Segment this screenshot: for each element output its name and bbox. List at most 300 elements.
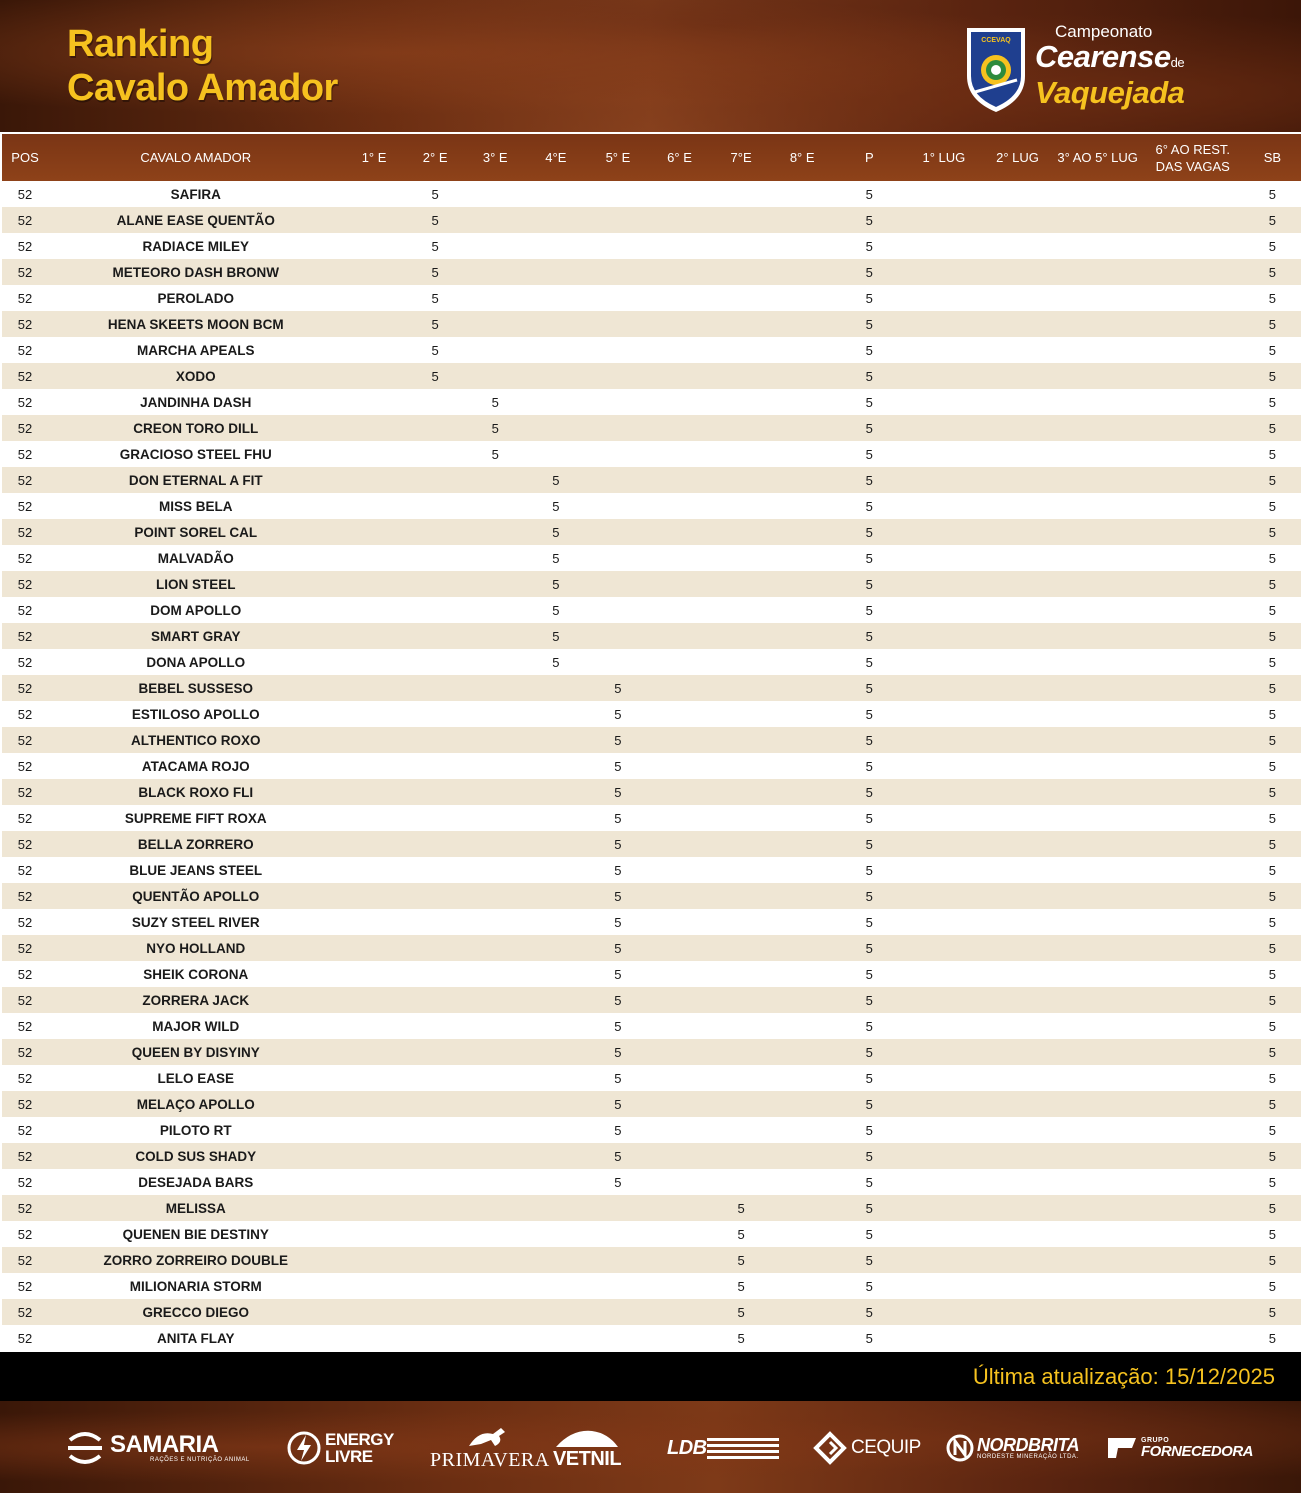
cell-lug3_5 — [1054, 519, 1142, 545]
cell-e4 — [525, 1195, 587, 1221]
cell-e6 — [649, 1325, 710, 1351]
cell-sb: 5 — [1268, 1044, 1277, 1060]
cell-p: 5 — [865, 264, 873, 280]
cell-e5 — [587, 649, 649, 675]
cell-e3 — [466, 597, 525, 623]
cell-p: 5 — [865, 628, 873, 644]
cell-lug1 — [906, 1169, 981, 1195]
cell-lug3_5 — [1054, 1195, 1142, 1221]
cell-e8 — [772, 675, 832, 701]
cell-e7 — [710, 883, 772, 909]
brand-line-2 — [1035, 39, 1185, 78]
cell-lug2 — [981, 1013, 1053, 1039]
cell-sb: 5 — [1268, 706, 1277, 722]
cell-lug1 — [906, 1273, 981, 1299]
cell-p: 5 — [865, 654, 873, 670]
cell-e4 — [525, 259, 587, 285]
cell-lug2 — [981, 1273, 1053, 1299]
cell-e6 — [649, 831, 710, 857]
cell-e6 — [649, 181, 710, 207]
column-header: 3° E — [482, 150, 508, 165]
cell-lug2 — [981, 623, 1053, 649]
table-row — [2, 805, 1301, 831]
cell-lug3_5 — [1054, 467, 1142, 493]
cell-e7 — [710, 207, 772, 233]
ranking-table — [2, 134, 1301, 1351]
cell-p: 5 — [865, 966, 873, 982]
cell-lug6 — [1142, 909, 1244, 935]
cell-e6 — [649, 519, 710, 545]
table-row — [2, 415, 1301, 441]
cell-e4: 5 — [552, 524, 560, 540]
cell-e2 — [405, 415, 466, 441]
cell-e1 — [344, 207, 405, 233]
cell-lug3_5 — [1054, 831, 1142, 857]
cell-e1 — [344, 987, 405, 1013]
cell-lug1 — [906, 467, 981, 493]
column-header: 1° LUG — [922, 150, 966, 165]
cell-lug1 — [906, 857, 981, 883]
cell-lug2 — [981, 961, 1053, 987]
table-row — [2, 1299, 1301, 1325]
cell-lug3_5 — [1054, 909, 1142, 935]
cell-lug1 — [906, 935, 981, 961]
cell-e8 — [772, 415, 832, 441]
cell-name: MELISSA — [165, 1200, 226, 1216]
cell-e4 — [525, 1299, 587, 1325]
cell-e8 — [772, 1273, 832, 1299]
cell-e7 — [710, 909, 772, 935]
cell-name: MALVADÃO — [157, 550, 234, 566]
cell-lug6 — [1142, 233, 1244, 259]
cell-lug6 — [1142, 935, 1244, 961]
cell-e4 — [525, 805, 587, 831]
cell-e2 — [405, 545, 466, 571]
cell-lug1 — [906, 649, 981, 675]
cell-e2 — [405, 1091, 466, 1117]
cell-e1 — [344, 545, 405, 571]
cell-e6 — [649, 259, 710, 285]
cell-lug6 — [1142, 961, 1244, 987]
cell-sb: 5 — [1268, 472, 1277, 488]
fornecedora-logo-icon — [1106, 1434, 1138, 1462]
cell-e6 — [649, 1221, 710, 1247]
cell-e3: 5 — [491, 446, 499, 462]
cell-p: 5 — [865, 1096, 873, 1112]
cell-pos: 52 — [17, 420, 33, 436]
cell-name: BLACK ROXO FLI — [138, 784, 254, 800]
table-row — [2, 649, 1301, 675]
cell-e5 — [587, 311, 649, 337]
cell-e2 — [405, 1065, 466, 1091]
cell-e5 — [587, 1247, 649, 1273]
cell-lug3_5 — [1054, 1039, 1142, 1065]
cell-e2: 5 — [431, 368, 439, 384]
cell-lug3_5 — [1054, 1117, 1142, 1143]
cell-e8 — [772, 935, 832, 961]
cell-sb: 5 — [1268, 368, 1277, 384]
cell-e7: 5 — [737, 1200, 745, 1216]
cell-e6 — [649, 649, 710, 675]
cell-e1 — [344, 415, 405, 441]
cell-e2 — [405, 1013, 466, 1039]
table-body — [2, 181, 1301, 1351]
cell-e5 — [587, 441, 649, 467]
cell-e6 — [649, 441, 710, 467]
table-row — [2, 181, 1301, 207]
cell-e7 — [710, 571, 772, 597]
cell-e2: 5 — [431, 212, 439, 228]
stripes-icon — [707, 1436, 779, 1460]
cell-e1 — [344, 1143, 405, 1169]
cell-e4: 5 — [552, 550, 560, 566]
cell-e3 — [466, 311, 525, 337]
cell-sb: 5 — [1268, 1096, 1277, 1112]
cell-lug1 — [906, 441, 981, 467]
cell-lug2 — [981, 1169, 1053, 1195]
cell-lug6 — [1142, 467, 1244, 493]
championship-logo — [963, 22, 1223, 114]
horse-head-icon — [552, 1427, 622, 1449]
cell-e8 — [772, 831, 832, 857]
cell-e4: 5 — [552, 498, 560, 514]
cell-e4 — [525, 675, 587, 701]
table-row — [2, 389, 1301, 415]
cell-e5: 5 — [614, 680, 622, 696]
column-header: POS — [11, 150, 39, 165]
cell-e5: 5 — [614, 1174, 622, 1190]
cell-pos: 52 — [17, 836, 33, 852]
cell-e8 — [772, 441, 832, 467]
cell-e2 — [405, 909, 466, 935]
cell-p: 5 — [865, 1070, 873, 1086]
cell-e7 — [710, 1013, 772, 1039]
cell-e2 — [405, 1221, 466, 1247]
cell-p: 5 — [865, 1174, 873, 1190]
nordbrita-logo-icon — [946, 1433, 974, 1463]
cell-sb: 5 — [1268, 238, 1277, 254]
cell-sb: 5 — [1268, 550, 1277, 566]
cell-e1 — [344, 441, 405, 467]
cell-e8 — [772, 987, 832, 1013]
cell-lug1 — [906, 1221, 981, 1247]
cell-name: SAFIRA — [170, 186, 221, 202]
cell-pos: 52 — [17, 316, 33, 332]
lightning-icon — [287, 1429, 321, 1467]
cell-e1 — [344, 1273, 405, 1299]
cell-lug1 — [906, 805, 981, 831]
cell-e7 — [710, 935, 772, 961]
cell-lug3_5 — [1054, 337, 1142, 363]
table-row — [2, 1117, 1301, 1143]
cell-lug1 — [906, 883, 981, 909]
cell-p: 5 — [865, 316, 873, 332]
cell-e4 — [525, 415, 587, 441]
cell-lug3_5 — [1054, 1325, 1142, 1351]
cell-e7 — [710, 779, 772, 805]
table-row — [2, 701, 1301, 727]
table-row — [2, 545, 1301, 571]
cell-lug2 — [981, 337, 1053, 363]
cell-lug2 — [981, 441, 1053, 467]
cell-lug6 — [1142, 207, 1244, 233]
cell-e5 — [587, 389, 649, 415]
cell-lug3_5 — [1054, 753, 1142, 779]
cell-e5: 5 — [614, 966, 622, 982]
cell-lug6 — [1142, 1065, 1244, 1091]
cell-e6 — [649, 571, 710, 597]
cell-lug1 — [906, 1013, 981, 1039]
cell-lug1 — [906, 311, 981, 337]
cell-lug2 — [981, 571, 1053, 597]
cell-name: BELLA ZORRERO — [137, 836, 254, 852]
cell-lug1 — [906, 363, 981, 389]
cell-lug2 — [981, 1143, 1053, 1169]
cell-pos: 52 — [17, 1044, 33, 1060]
cell-p: 5 — [865, 186, 873, 202]
cell-sb: 5 — [1268, 290, 1277, 306]
table-row — [2, 623, 1301, 649]
cell-lug2 — [981, 311, 1053, 337]
table-row — [2, 467, 1301, 493]
cell-e3 — [466, 1117, 525, 1143]
cell-pos: 52 — [17, 680, 33, 696]
cell-e8 — [772, 233, 832, 259]
cell-e6 — [649, 285, 710, 311]
cell-e6 — [649, 363, 710, 389]
cell-lug1 — [906, 233, 981, 259]
cell-p: 5 — [865, 758, 873, 774]
cell-sb: 5 — [1268, 1304, 1277, 1320]
cell-lug2 — [981, 1325, 1053, 1351]
column-header: 1° E — [361, 150, 387, 165]
sponsor-vetnil — [552, 1423, 622, 1473]
cell-lug6 — [1142, 519, 1244, 545]
cell-lug1 — [906, 623, 981, 649]
cell-name: ZORRERA JACK — [142, 992, 250, 1008]
cell-e7: 5 — [737, 1252, 745, 1268]
column-header: 8° E — [789, 150, 815, 165]
cell-e3 — [466, 1299, 525, 1325]
cell-sb: 5 — [1268, 1200, 1277, 1216]
cell-e1 — [344, 181, 405, 207]
cell-lug2 — [981, 181, 1053, 207]
cell-p: 5 — [865, 914, 873, 930]
cell-e7 — [710, 675, 772, 701]
cell-e6 — [649, 1273, 710, 1299]
cell-p: 5 — [865, 836, 873, 852]
cell-sb: 5 — [1268, 342, 1277, 358]
cell-p: 5 — [865, 732, 873, 748]
table-row — [2, 207, 1301, 233]
cell-lug6 — [1142, 1013, 1244, 1039]
cell-pos: 52 — [17, 368, 33, 384]
cell-e2 — [405, 701, 466, 727]
cell-e2 — [405, 519, 466, 545]
cell-e5 — [587, 181, 649, 207]
cell-e7 — [710, 389, 772, 415]
cell-lug2 — [981, 1065, 1053, 1091]
cell-sb: 5 — [1268, 394, 1277, 410]
cell-e2 — [405, 805, 466, 831]
cell-e2: 5 — [431, 264, 439, 280]
sponsor-name: VETNIL — [552, 1448, 622, 1470]
cell-e4: 5 — [552, 602, 560, 618]
cell-pos: 52 — [17, 1278, 33, 1294]
cell-e1 — [344, 701, 405, 727]
cell-e6 — [649, 909, 710, 935]
cell-e4 — [525, 1143, 587, 1169]
samaria-logo-icon — [66, 1430, 104, 1466]
sponsor-name: NORDBRITA — [977, 1435, 1080, 1455]
cell-lug6 — [1142, 831, 1244, 857]
cell-e3 — [466, 649, 525, 675]
cell-e1 — [344, 1013, 405, 1039]
cell-e6 — [649, 883, 710, 909]
table-row — [2, 1273, 1301, 1299]
cell-lug6 — [1142, 883, 1244, 909]
cell-e8 — [772, 649, 832, 675]
brand-line-1: Campeonato — [1055, 22, 1153, 41]
cell-p: 5 — [865, 888, 873, 904]
cell-name: SUZY STEEL RIVER — [131, 914, 260, 930]
cell-lug1 — [906, 727, 981, 753]
cell-lug6 — [1142, 1273, 1244, 1299]
cell-p: 5 — [865, 602, 873, 618]
cell-pos: 52 — [17, 602, 33, 618]
update-bar — [0, 1352, 1301, 1401]
cell-pos: 52 — [17, 758, 33, 774]
cell-e1 — [344, 623, 405, 649]
table-row — [2, 961, 1301, 987]
cell-lug3_5 — [1054, 1247, 1142, 1273]
cell-e4 — [525, 701, 587, 727]
cell-lug1 — [906, 753, 981, 779]
cell-pos: 52 — [17, 1200, 33, 1216]
cell-e5 — [587, 233, 649, 259]
cell-e5: 5 — [614, 1122, 622, 1138]
cell-lug6 — [1142, 1221, 1244, 1247]
cell-lug2 — [981, 701, 1053, 727]
cell-e6 — [649, 1091, 710, 1117]
cell-e6 — [649, 1117, 710, 1143]
cell-p: 5 — [865, 1200, 873, 1216]
cell-pos: 52 — [17, 524, 33, 540]
cell-lug1 — [906, 337, 981, 363]
table-row — [2, 727, 1301, 753]
cell-name: DON ETERNAL A FIT — [128, 472, 263, 488]
cell-e2 — [405, 1143, 466, 1169]
cell-e3 — [466, 909, 525, 935]
cell-e3 — [466, 1169, 525, 1195]
cell-e2 — [405, 597, 466, 623]
cell-name: GRACIOSO STEEL FHU — [119, 446, 272, 462]
cell-lug1 — [906, 987, 981, 1013]
cell-pos: 52 — [17, 1070, 33, 1086]
cell-lug2 — [981, 779, 1053, 805]
cell-e6 — [649, 415, 710, 441]
cell-lug1 — [906, 545, 981, 571]
cell-e2 — [405, 441, 466, 467]
cell-e2: 5 — [431, 186, 439, 202]
cell-e6 — [649, 805, 710, 831]
table-row — [2, 883, 1301, 909]
cell-e3 — [466, 1195, 525, 1221]
cell-e7 — [710, 701, 772, 727]
cell-lug6 — [1142, 1039, 1244, 1065]
cell-e1 — [344, 883, 405, 909]
cell-e6 — [649, 1169, 710, 1195]
cell-sb: 5 — [1268, 1330, 1277, 1346]
cell-sb: 5 — [1268, 1018, 1277, 1034]
sponsor-primavera — [430, 1423, 550, 1473]
cell-name: METEORO DASH BRONW — [112, 264, 280, 280]
cell-lug2 — [981, 1221, 1053, 1247]
table-row — [2, 259, 1301, 285]
cell-e1 — [344, 1169, 405, 1195]
cell-e2 — [405, 571, 466, 597]
cell-pos: 52 — [17, 888, 33, 904]
last-update-text: Última atualização: 15/12/2025 — [972, 1364, 1275, 1389]
cell-e6 — [649, 233, 710, 259]
page-title — [67, 22, 338, 110]
cell-e2 — [405, 493, 466, 519]
cell-sb: 5 — [1268, 186, 1277, 202]
cell-lug2 — [981, 1195, 1053, 1221]
cell-e4 — [525, 1169, 587, 1195]
sponsor-name: LDB — [667, 1436, 707, 1459]
cell-p: 5 — [865, 420, 873, 436]
cell-e1 — [344, 571, 405, 597]
cell-e1 — [344, 1065, 405, 1091]
cell-lug2 — [981, 909, 1053, 935]
table-header-row — [2, 134, 1301, 181]
cell-e2 — [405, 935, 466, 961]
cell-e7 — [710, 597, 772, 623]
cell-name: MELAÇO APOLLO — [136, 1096, 255, 1112]
cell-e1 — [344, 831, 405, 857]
cell-e8 — [772, 1169, 832, 1195]
cell-e7 — [710, 337, 772, 363]
brand-line-2-main: Cearense — [1035, 39, 1171, 74]
cell-lug3_5 — [1054, 545, 1142, 571]
cell-e3 — [466, 1039, 525, 1065]
brand-text — [1035, 22, 1184, 108]
cell-lug6 — [1142, 415, 1244, 441]
cell-e3 — [466, 337, 525, 363]
cell-e1 — [344, 805, 405, 831]
cell-lug6 — [1142, 727, 1244, 753]
cell-p: 5 — [865, 940, 873, 956]
cell-e8 — [772, 571, 832, 597]
cell-e4 — [525, 883, 587, 909]
cell-e8 — [772, 701, 832, 727]
table-row — [2, 1039, 1301, 1065]
cell-e1 — [344, 727, 405, 753]
cell-lug3_5 — [1054, 1013, 1142, 1039]
cell-p: 5 — [865, 446, 873, 462]
cell-e3 — [466, 701, 525, 727]
cell-sb: 5 — [1268, 420, 1277, 436]
cell-e7: 5 — [737, 1304, 745, 1320]
cell-p: 5 — [865, 238, 873, 254]
cell-e3 — [466, 1065, 525, 1091]
cell-pos: 52 — [17, 1330, 33, 1346]
cell-name: XODO — [175, 368, 216, 384]
cell-e7 — [710, 623, 772, 649]
cell-e3 — [466, 1273, 525, 1299]
cell-e8 — [772, 1065, 832, 1091]
